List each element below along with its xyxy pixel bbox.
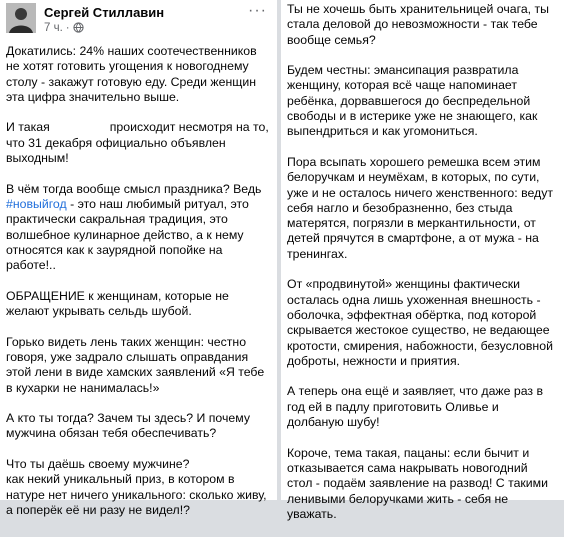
post-header — [6, 2, 271, 38]
paragraph: А теперь она ещё и заявляет, что даже раз в год ей в падлу приготовить Оливье и долбаную шубу! — [287, 384, 544, 430]
post-card-left — [0, 0, 277, 517]
paragraph: Короче, тема такая, пацаны: если бычит и отказывается сама накрывать новогодний стол - подаём заявление на развод! С такими ленивыми белоручками жить - себя не уважать. — [287, 445, 548, 521]
paragraph — [6, 120, 271, 166]
paragraph — [6, 182, 271, 274]
paragraph: Ты не хочешь быть хранительницей очага, ты стала деловой до невозможности - так тебе вообще семья? — [287, 2, 549, 47]
more-options-icon[interactable]: ··· — [248, 2, 267, 19]
paragraph: А кто ты тогда? Зачем ты здесь? И почему мужчина обязан тебя обеспечивать? — [6, 411, 250, 441]
text-fragment: В чём тогда вообще смысл праздника? Ведь — [6, 181, 262, 196]
text-fragment: - это наш любимый ритуал, это практически сакральная традиция, это волшебное кулинарное действо, а к нему относятся как к заурядной попойке на работе!.. — [6, 196, 249, 273]
post-text-left — [6, 44, 271, 534]
paragraph: Пора всыпать хорошего ремешка всем этим белоручкам и неумёхам, в которых, по сути, уже и не осталось ничего женственного: ведут себя нагло и безобразненно, без стыда матерятся, погрязли в меркантильности, от детей прячутся в смартфоне, а от мужа - на тренингах. — [287, 154, 554, 261]
paragraph: От «продвинутой» женщины фактически осталась одна лишь ухоженная внешность - оболочка, эффектная обёртка, под которой скрывается жестокое существо, не ведающее кротости, смирения, набожности, безусловной доброты, нежности и приятия. — [287, 277, 553, 368]
avatar[interactable] — [6, 3, 36, 33]
paragraph — [6, 457, 271, 518]
text-fragment: как некий уникальный приз, в котором в натуре нет ничего уникального: сколько живу, а поперёк её ни разу не видел!? — [6, 472, 267, 517]
hashtag-link[interactable]: #новыйгод — [6, 196, 67, 211]
separator-dot: · — [65, 22, 70, 34]
paragraph: Докатились: 24% наших соотечественников не хотят готовить угощения к новогоднему столу - закажут готовую еду. Среди женщин эта цифра значительно выше. — [6, 44, 257, 104]
paragraph: Горько видеть лень таких женщин: честно говоря, уже задрало слышать оправдания этой лени в виде хамских заявлений «Я тебе в кухарки не нанималась!» — [6, 334, 265, 395]
paragraph: ОБРАЩЕНИЕ к женщинам, которые не желают укрывать сельдь шубой. — [6, 288, 229, 319]
globe-icon — [73, 22, 84, 36]
text-fragment: И такая — [6, 120, 50, 135]
post-meta — [44, 22, 84, 36]
post-text-right — [287, 2, 556, 537]
paragraph: Будем честны: эмансипация развратила женщину, которая всё чаще напоминает ребёнка, дорвавшегося до беспредельной свободы и в истерике уже не знающего, как выпендриться и как угомониться. — [287, 63, 538, 139]
text-fragment: происходит несмотря на то, что 31 декабря официально объявлен выходным! — [6, 120, 269, 166]
author-name[interactable]: Сергей Стиллавин — [44, 5, 165, 20]
text-fragment: Что ты даёшь своему мужчине? — [6, 457, 190, 472]
post-time[interactable]: 7 ч. — [44, 22, 63, 34]
post-card-right — [281, 0, 564, 521]
